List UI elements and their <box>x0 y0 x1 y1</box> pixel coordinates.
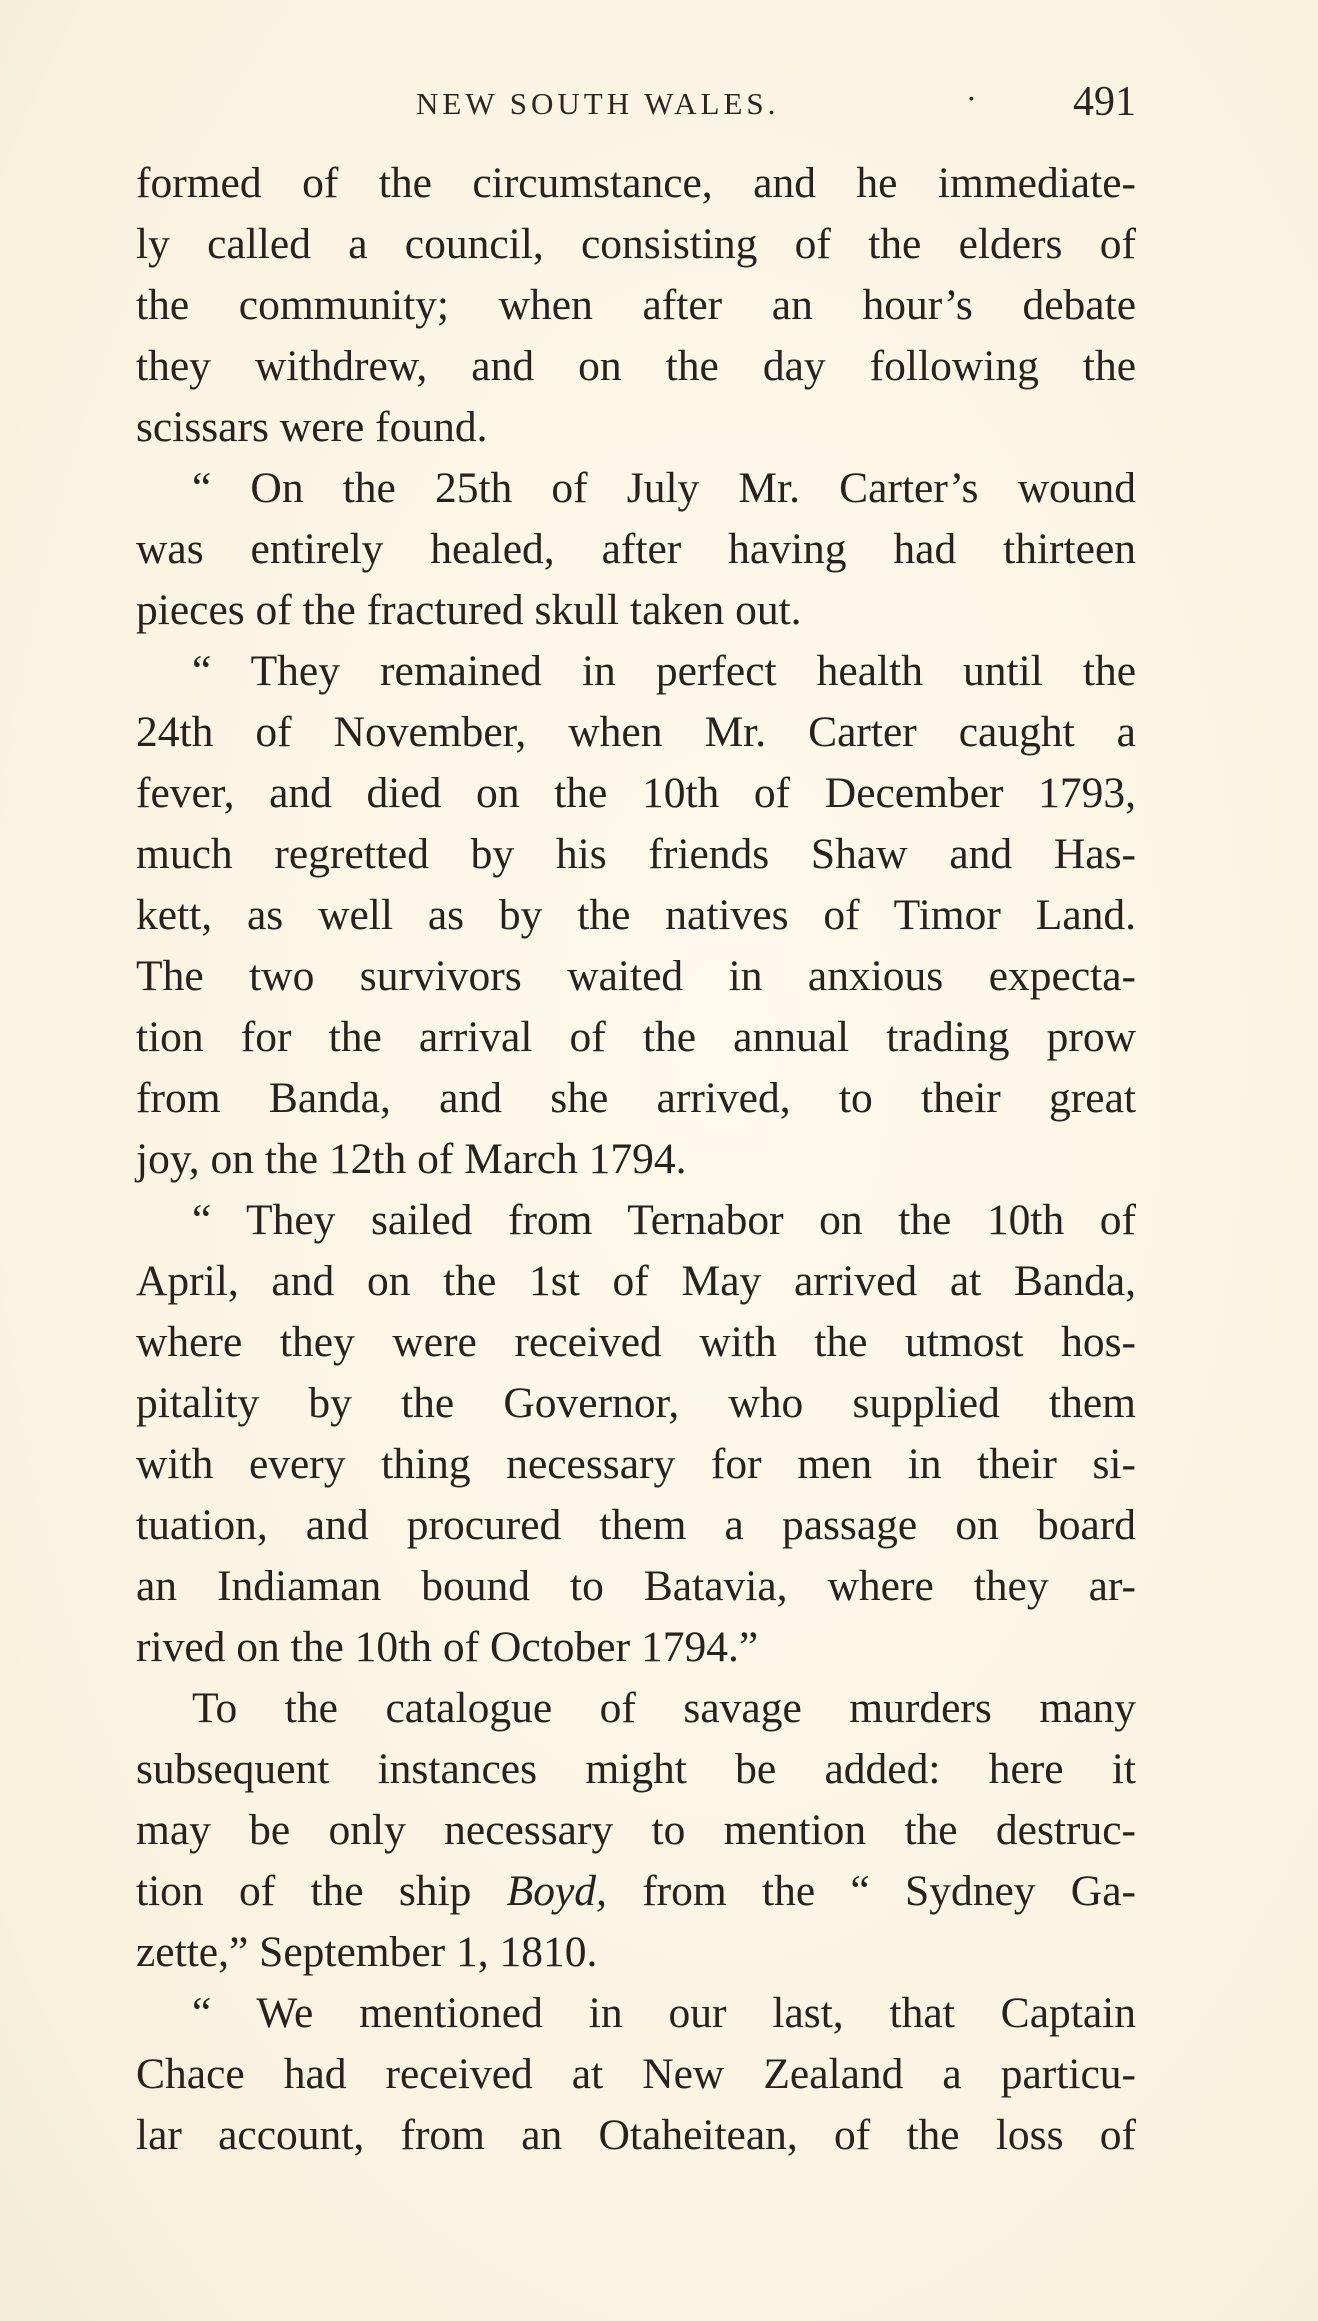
text-line: scissars were found. <box>136 403 488 451</box>
text-line: “ We mentioned in our last, that Captain <box>192 1989 1136 2037</box>
text-line: where they were received with the utmost hos- <box>136 1318 1136 1366</box>
text-line: pieces of the fractured skull taken out. <box>136 586 802 634</box>
text-line: “ On the 25th of July Mr. Carter’s wound <box>192 464 1136 512</box>
running-head-separator: · <box>966 80 977 116</box>
text-line-with-italic <box>136 1866 1136 1916</box>
text-line: formed of the circumstance, and he immediate- <box>136 159 1136 207</box>
text-line: from Banda, and she arrived, to their great <box>136 1074 1136 1122</box>
text-line: they withdrew, and on the day following the <box>136 342 1136 390</box>
text-line: fever, and died on the 10th of December 1793, <box>136 769 1136 817</box>
text-line: much regretted by his friends Shaw and Has- <box>136 830 1136 878</box>
text-line: April, and on the 1st of May arrived at Banda, <box>136 1257 1136 1305</box>
text-line: tion for the arrival of the annual trading prow <box>136 1013 1136 1061</box>
text-line: “ They sailed from Ternabor on the 10th of <box>192 1196 1136 1244</box>
text-line: with every thing necessary for men in their si- <box>136 1440 1136 1488</box>
text-line: pitality by the Governor, who supplied them <box>136 1379 1136 1427</box>
text-line: kett, as well as by the natives of Timor Land. <box>136 891 1136 939</box>
text-line: 24th of November, when Mr. Carter caught a <box>136 708 1136 756</box>
text-line: The two survivors waited in anxious expecta- <box>136 952 1136 1000</box>
text-line: an Indiaman bound to Batavia, where they ar- <box>136 1562 1136 1610</box>
text-line: lar account, from an Otaheitean, of the loss of <box>136 2111 1136 2159</box>
text-line: was entirely healed, after having had thirteen <box>136 525 1136 573</box>
text-run: tion of the ship <box>136 1867 507 1915</box>
text-line: subsequent instances might be added: here it <box>136 1745 1136 1793</box>
text-line: Chace had received at New Zealand a particu- <box>136 2050 1136 2098</box>
running-head <box>136 79 1136 132</box>
text-line: joy, on the 12th of March 1794. <box>136 1135 687 1183</box>
text-line: tuation, and procured them a passage on board <box>136 1501 1136 1549</box>
text-line: rived on the 10th of October 1794.” <box>136 1623 759 1671</box>
ship-name-italic: Boyd, <box>506 1867 607 1915</box>
text-line: ly called a council, consisting of the elders of <box>136 220 1136 268</box>
text-line: zette,” September 1, 1810. <box>136 1928 598 1976</box>
text-line: may be only necessary to mention the destruc- <box>136 1806 1136 1854</box>
text-run: from the “ Sydney Ga- <box>606 1867 1136 1915</box>
text-line: “ They remained in perfect health until the <box>192 647 1136 695</box>
running-head-title: NEW SOUTH WALES. <box>416 86 780 121</box>
text-line: To the catalogue of savage murders many <box>192 1684 1136 1732</box>
page-number: 491 <box>1073 79 1136 125</box>
text-line: the community; when after an hour’s debate <box>136 281 1136 329</box>
